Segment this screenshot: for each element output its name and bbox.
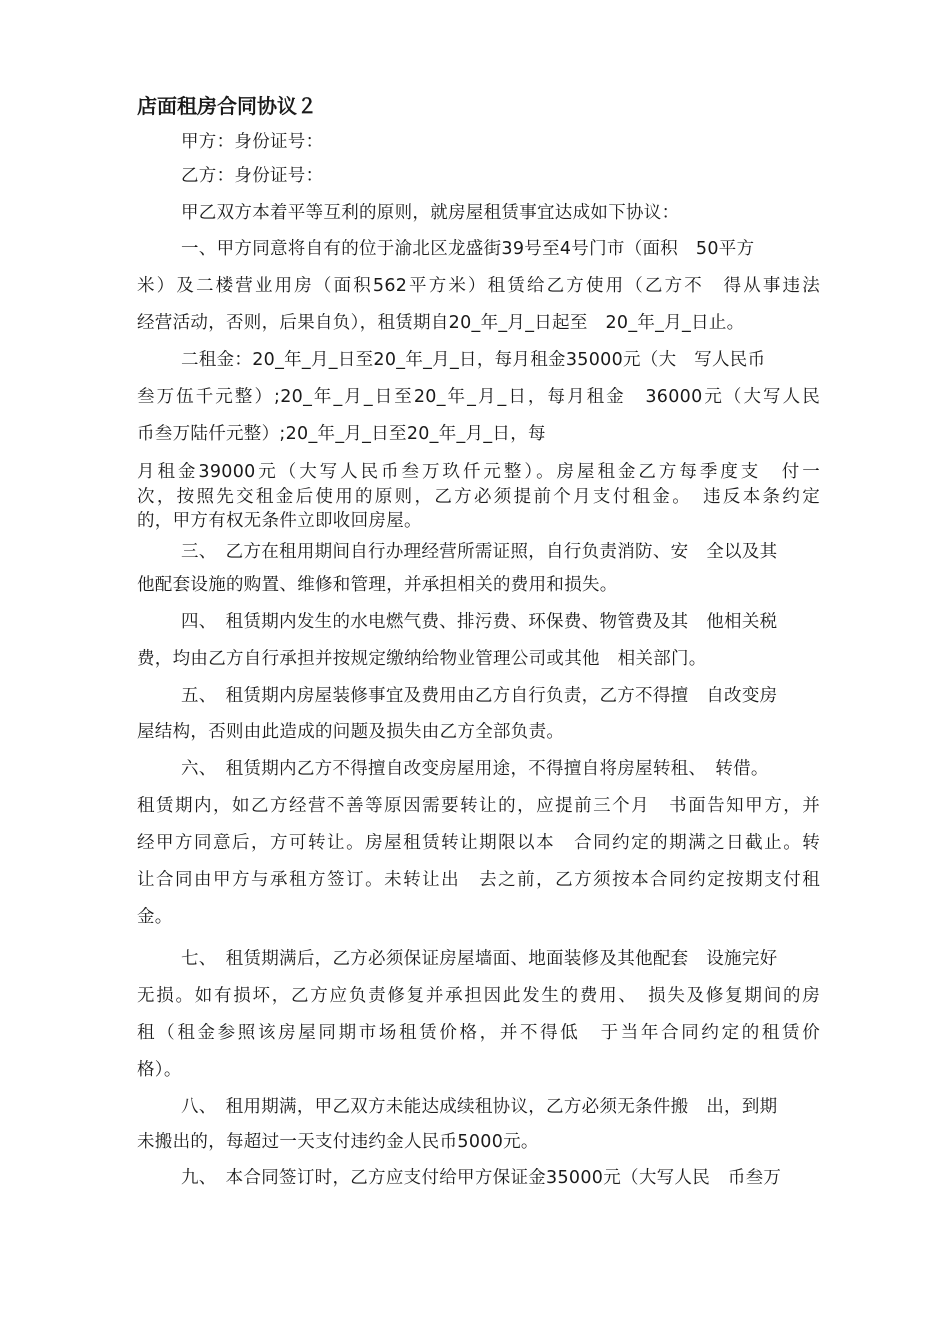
clause-9-line-1: 九、 本合同签订时，乙方应支付给甲方保证金35000元（大写人民 币叁万 — [181, 1168, 782, 1188]
clause-6-line-1: 六、 租赁期内乙方不得擅自改变房屋用途，不得擅自将房屋转租、 转借。 — [181, 759, 769, 779]
clause-7-line-2: 无损。如有损坏，乙方应负责修复并承担因此发生的费用、 损失及修复期间的房 — [137, 986, 820, 1006]
clause-2-line-2: 叁万伍千元整）;20_年_月_日至20_年_月_日，每月租金 36000元（大写人民 — [137, 387, 820, 407]
clause-2-line-4: 月租金39000元（大写人民币叁万玖仟元整）。房屋租金乙方每季度支 付一 — [137, 462, 820, 482]
clause-3-line-2: 他配套设施的购置、维修和管理，并承担相关的费用和损失。 — [137, 575, 618, 595]
clause-6-line-5: 金。 — [137, 907, 173, 927]
clause-5-line-1: 五、 租赁期内房屋装修事宜及费用由乙方自行负责，乙方不得擅 自改变房 — [181, 686, 778, 706]
party-b-line: 乙方：身份证号： — [181, 166, 324, 186]
clause-2-line-1: 二租金：20_年_月_日至20_年_月_日，每月租金35000元（大 写人民币 — [181, 350, 766, 370]
document-title: 店面租房合同协议２ — [137, 94, 317, 118]
clause-4-line-1: 四、 租赁期内发生的水电燃气费、排污费、环保费、物管费及其 他相关税 — [181, 612, 778, 632]
clause-7-line-3: 租（租金参照该房屋同期市场租赁价格，并不得低 于当年合同约定的租赁价 — [137, 1023, 820, 1043]
clause-2-line-6: 的，甲方有权无条件立即收回房屋。 — [137, 511, 422, 531]
clause-1-line-3: 经营活动，否则，后果自负），租赁期自20_年_月_日起至 20_年_月_日止。 — [137, 313, 745, 333]
clause-7-line-1: 七、 租赁期满后，乙方必须保证房屋墙面、地面装修及其他配套 设施完好 — [181, 949, 778, 969]
clause-6-line-2: 租赁期内，如乙方经营不善等原因需要转让的，应提前三个月 书面告知甲方，并 — [137, 796, 820, 816]
clause-2-line-5: 次，按照先交租金后使用的原则，乙方必须提前个月支付租金。 违反本条约定 — [137, 487, 820, 507]
clause-3-line-1: 三、 乙方在租用期间自行办理经营所需证照，自行负责消防、安 全以及其 — [181, 542, 778, 562]
clause-6-line-4: 让合同由甲方与承租方签订。未转让出 去之前，乙方须按本合同约定按期支付租 — [137, 870, 820, 890]
clause-1-line-1: 一、甲方同意将自有的位于渝北区龙盛街39号至4号门市（面积 50平方 — [181, 239, 755, 259]
clause-7-line-4: 格）。 — [137, 1060, 182, 1080]
preamble-line: 甲乙双方本着平等互利的原则，就房屋租赁事宜达成如下协议： — [181, 203, 680, 223]
party-a-line: 甲方：身份证号： — [181, 132, 324, 152]
clause-4-line-2: 费，均由乙方自行承担并按规定缴纳给物业管理公司或其他 相关部门。 — [137, 649, 707, 669]
clause-6-line-3: 经甲方同意后，方可转让。房屋租赁转让期限以本 合同约定的期满之日截止。转 — [137, 833, 820, 853]
clause-8-line-1: 八、 租用期满，甲乙双方未能达成续租协议，乙方必须无条件搬 出，到期 — [181, 1097, 778, 1117]
clause-1-line-2: 米）及二楼营业用房（面积562平方米）租赁给乙方使用（乙方不 得从事违法 — [137, 276, 820, 296]
clause-5-line-2: 屋结构，否则由此造成的问题及损失由乙方全部负责。 — [137, 722, 565, 742]
clause-8-line-2: 未搬出的，每超过一天支付违约金人民币5000元。 — [137, 1132, 539, 1152]
clause-2-line-3: 币叁万陆仟元整）;20_年_月_日至20_年_月_日，每 — [137, 424, 546, 444]
